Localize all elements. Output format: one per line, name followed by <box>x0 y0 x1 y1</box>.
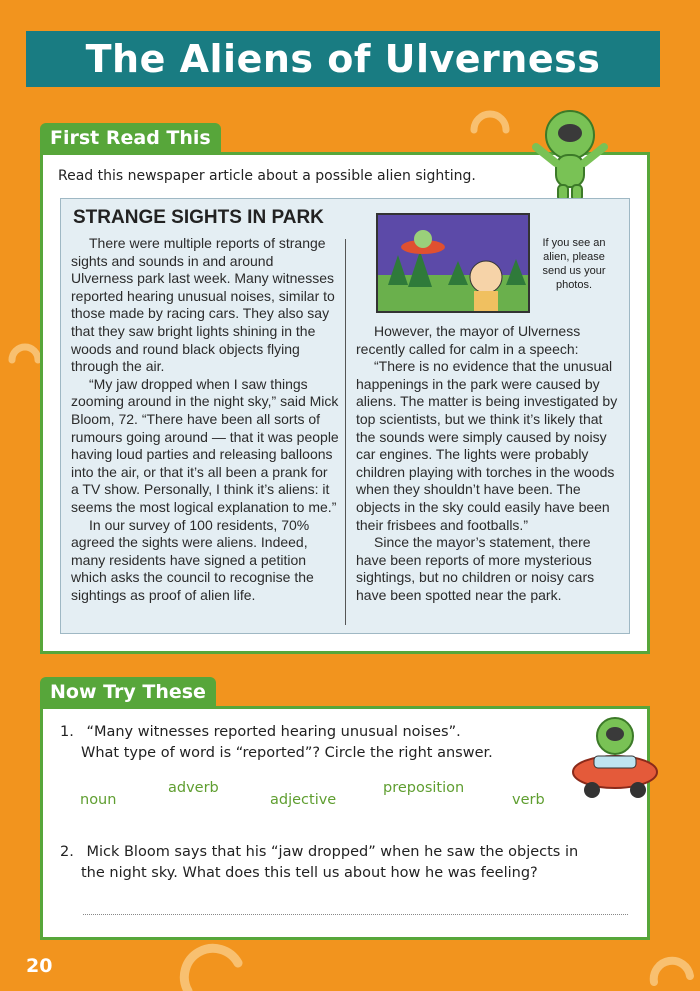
alien-mascot-icon <box>530 105 610 205</box>
swirl-decoration <box>648 952 696 986</box>
swirl-decoration <box>8 340 42 364</box>
question-number: 1. <box>60 724 74 740</box>
question-1 <box>60 722 493 764</box>
question-2 <box>60 842 578 884</box>
swirl-decoration <box>178 935 248 991</box>
article-right-column <box>356 323 618 605</box>
question-2-line-1: Mick Bloom says that his “jaw dropped” when he saw the objects in <box>86 844 579 860</box>
article-paragraph: In our survey of 100 residents, 70% agreed the sights were aliens. Indeed, many residents have signed a petition which asks the council to recognise the sightings as proof of alien life. <box>71 516 314 603</box>
choice-adverb[interactable]: adverb <box>168 780 219 796</box>
newspaper-article <box>60 198 630 634</box>
page-number: 20 <box>26 955 53 977</box>
article-left-column <box>71 235 339 604</box>
column-divider <box>345 239 346 625</box>
now-try-tab: Now Try These <box>40 677 216 707</box>
picture-caption: If you see an alien, please send us your photos. <box>542 237 606 291</box>
article-paragraph: Since the mayor’s statement, there have been reports of more mysterious sightings, but no children or noisy cars have been spotted near the park. <box>356 534 595 603</box>
article-paragraph: However, the mayor of Ulverness recently called for calm in a speech: <box>356 323 581 357</box>
question-2-line-2: the night sky. What does this tell us about how he was feeling? <box>81 865 538 881</box>
choice-adjective[interactable]: adjective <box>270 792 337 808</box>
article-paragraph: “There is no evidence that the unusual happenings in the park were caused by aliens. The matter is being investigated by top scientists, but we think it’s likely that the sounds were simply caused by noisy car engines. The lights were probably children playing with torches in the woods when they shouldn’t have been. The objects in the sky could easily have been their frisbees and footballs.” <box>356 358 618 533</box>
choice-noun[interactable]: noun <box>80 792 117 808</box>
alien-car-icon <box>568 712 662 806</box>
choice-verb[interactable]: verb <box>512 792 545 808</box>
alien-sighting-picture <box>376 213 530 313</box>
question-1-line-1: “Many witnesses reported hearing unusual noises”. <box>86 724 461 740</box>
question-1-line-2: What type of word is “reported”? Circle the right answer. <box>81 745 493 761</box>
page-title: The Aliens of Ulverness <box>26 31 660 87</box>
article-paragraph: There were multiple reports of strange sights and sounds in and around Ulverness park last week. Many witnesses reported hearing unusual noises, similar to those made by racing cars. They also say that they saw bright lights shining in the woods and round black objects flying through the air. <box>71 235 335 375</box>
instruction-text: Read this newspaper article about a possible alien sighting. <box>58 168 476 184</box>
choice-preposition[interactable]: preposition <box>383 780 465 796</box>
answer-line[interactable] <box>83 914 628 915</box>
question-number: 2. <box>60 844 74 860</box>
article-headline: STRANGE SIGHTS IN PARK <box>73 207 324 228</box>
first-read-tab: First Read This <box>40 123 221 153</box>
article-paragraph: “My jaw dropped when I saw things zooming around in the night sky,” said Mick Bloom, 72. “There have been all sorts of rumours going around — that it was people having loud parties and releasing balloons into the air, or that it’s all been a prank for a TV show. Personally, I think it’s aliens: it seems the most logical explanation to me.” <box>71 375 339 515</box>
swirl-decoration <box>470 108 510 134</box>
